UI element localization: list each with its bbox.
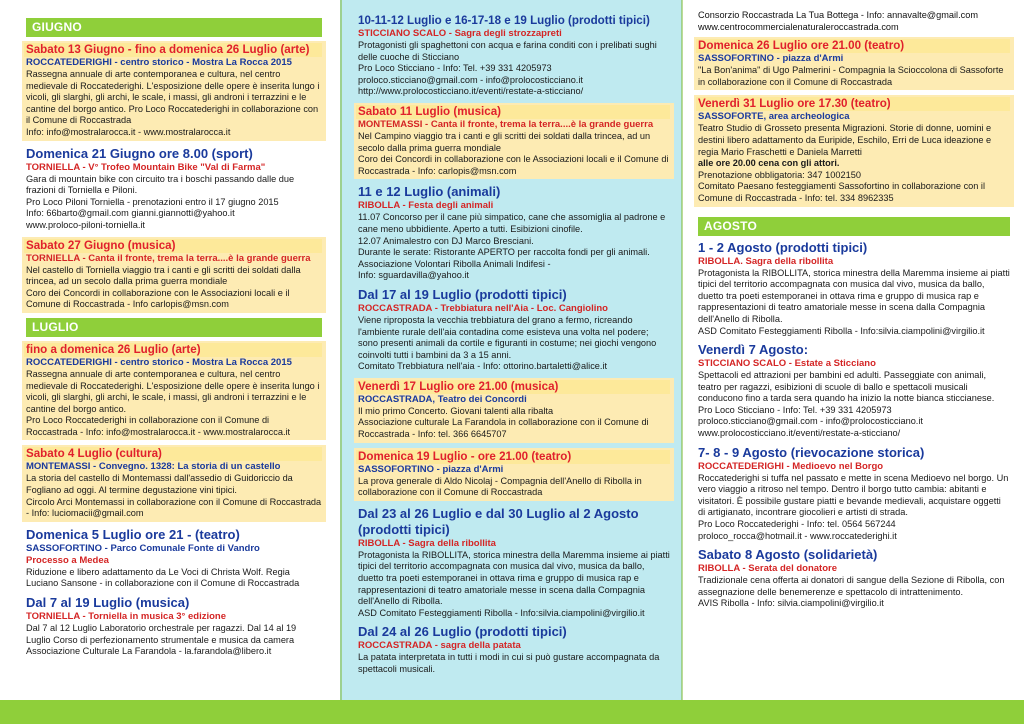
event-luglio-4 [26, 595, 322, 658]
event-c3-3 [698, 240, 1010, 338]
event-c3-6 [698, 547, 1010, 610]
fold-line-left [340, 0, 342, 700]
event-c2-2 [354, 103, 674, 179]
event-c3-2 [694, 95, 1014, 206]
event-info: 12.07 Animalestro con DJ Marco Bresciani. [358, 235, 534, 246]
event-subtitle: Processo a Medea [26, 554, 109, 566]
event-info: Pro Loco Sticciano - Info: Tel. +39 331 4205973 [358, 63, 552, 74]
event-info: www.proloco-piloni-torniella.it [26, 219, 145, 230]
event-location: RIBOLLA - Sagra della ribollita [358, 537, 496, 549]
event-location: ROCCATEDERIGHI - centro storico - Mostra La Rocca 2015 [26, 356, 292, 368]
event-giugno-2 [26, 146, 322, 232]
event-body: Tradizionale cena offerta ai donatori di sangue della Sezione di Ribolla, con assegnazione delle benemerenze e spettacolo di intrattenimento. [698, 575, 1005, 597]
event-info: http://www.prolocosticciano.it/eventi/restate-a-sticciano/ [358, 86, 584, 97]
event-body: La storia del castello di Montemassi dall'assedio di Guidoriccio da Fogliano ad oggi. Al termine degustazione vini tipici. [26, 473, 293, 496]
event-location: ROCCASTRADA - sagra della patata [358, 640, 521, 652]
event-c3-1 [694, 37, 1014, 90]
event-body: Rassegna annuale di arte contemporanea e cultura, nel centro medievale di Roccatederighi. L'esposizione delle opere è inserita lungo i vicoli, gli slarghi, gli archi, le scale, i massi, gli androni i terrazzini e le cantine del borgo antico. [26, 368, 320, 414]
event-info: Circolo Arci Montemassi in collaborazione con il Comune di Roccastrada - Info: luciomacii@gmail.com [26, 496, 322, 519]
event-info: Coro dei Concordi in collaborazione con le Associazioni locali e il Comune di Roccastrada - Info: carlopis@msn.com [358, 154, 669, 176]
event-info: Pro Loco Piloni Torniella - prenotazioni entro il 17 giugno 2015 [26, 196, 279, 207]
event-body: Gara di mountain bike con circuito tra i boschi passando dalle due frazioni di Torniella e Piloni. [26, 173, 295, 196]
event-info: AVIS Ribolla - Info: silvia.ciampolini@virgilio.it [698, 598, 884, 609]
month-header-agosto: AGOSTO [698, 217, 1010, 236]
event-location: ROCCATEDERIGHI - Medioevo nel Borgo [698, 460, 884, 472]
consorzio-info [698, 10, 1010, 33]
event-info: Info: 66barto@gmail.com gianni.giannotti@yahoo.it [26, 208, 235, 219]
event-info: Comitato Trebbiatura nell'aia - Info: ottorino.bartaletti@alice.it [358, 361, 608, 372]
fold-line-right [681, 0, 683, 700]
panel-left [0, 0, 340, 700]
event-title: Dal 7 al 19 Luglio (musica) [26, 595, 190, 611]
event-title: Domenica 5 Luglio ore 21 - (teatro) [26, 526, 240, 542]
event-info: Info: info@mostralarocca.it - www.mostralarocca.it [26, 126, 231, 137]
event-location: TORNIELLA - Torniella in musica 3° edizione [26, 611, 226, 623]
event-info: Associazione Culturale La Farandola - la.farandola@libero.it [26, 646, 272, 657]
event-location: SASSOFORTINO - piazza d'Armi [698, 53, 844, 65]
event-body: 11.07 Concorso per il cane più simpatico, cane che assomiglia al padrone e cane meno ubbidiente. Aperto a tutti. Esibizioni cinofile. [358, 212, 666, 234]
event-body: Spettacoli ed attrazioni per bambini ed adulti. Passeggiate con animali, teatro per ragazzi, esibizioni di scuole di ballo e spettacoli musicali conducono fino a tarda sera quando ha inizio la notte bianca sticcianese. Pro Loco Sticciano - Info: Tel. +39 331 4205973 [698, 370, 995, 415]
event-info: ASD Comitato Festeggiamenti Ribolla - Info:silvia.ciampolini@virgilio.it [358, 607, 645, 618]
event-title: fino a domenica 26 Luglio (arte) [24, 343, 322, 357]
event-info: ASD Comitato Festeggiamenti Ribolla - Info:silvia.ciampolini@virgilio.it [698, 325, 985, 336]
event-body: Protagonisti gli spaghettoni con acqua e farina conditi con i prelibati sughi delle cuoche di Sticciano [358, 40, 657, 62]
event-title: Dal 23 al 26 Luglio e dal 30 Luglio al 2 Agosto (prodotti tipici) [358, 505, 639, 537]
event-body: Roccatederighi si tuffa nel passato e mette in scena Medioevo nel borgo. Un vero viaggio a ritroso nel tempo. Dentro il borgo tutto cambia: abitanti e visitatori. È possibile gustare piatti e bevande medievali, acquistare oggetti di artigianato, incontrare giocolieri e artisti di strada. [698, 472, 1009, 518]
event-info: Pro Loco Roccatederighi - Info: tel. 0564 567244 [698, 519, 896, 530]
event-c2-6 [354, 448, 674, 501]
event-title: Sabato 4 Luglio (cultura) [24, 447, 322, 461]
event-location: TORNIELLA - Canta il fronte, trema la terra....è la grande guerra [26, 252, 311, 264]
event-body: Viene riproposta la vecchia trebbiatura del grano a fermo, ricreando l'ambiente rurale dell'aia contadina come esisteva una volta nel podere; sono presenti animali da cortile e figuranti in costume; nei giochi vengono coinvolti tutti i bambini da 3 a 15 anni. [358, 314, 657, 360]
event-info: proloco.sticciano@gmail.com - info@prolocosticciano.it [358, 74, 583, 85]
event-location: SASSOFORTINO - piazza d'Armi [358, 463, 504, 475]
event-luglio-2 [22, 445, 326, 521]
event-location: RIBOLLA - Festa degli animali [358, 200, 494, 212]
event-title: Sabato 11 Luglio (musica) [356, 105, 670, 119]
event-location: MONTEMASSI - Convegno. 1328: La storia di un castello [26, 461, 281, 473]
event-c2-1 [358, 14, 670, 98]
event-body: "La Bon'anima" di Ugo Palmerini - Compagnia la Scioccolona di Sassoforte in collaborazione con il Comune di Roccastrada [698, 65, 1004, 87]
event-giugno-3 [22, 237, 326, 313]
event-location: SASSOFORTINO - Parco Comunale Fonte di Vandro [26, 542, 260, 554]
event-title: Sabato 8 Agosto (solidarietà) [698, 547, 878, 563]
consorzio-website: www.centrocommercialenaturaleroccastrada.com [698, 21, 899, 32]
event-luglio-1 [22, 341, 326, 441]
event-location: RIBOLLA - Serata del donatore [698, 563, 837, 575]
event-location: ROCCASTRADA - Trebbiatura nell'Aia - Loc. Cangiolino [358, 302, 608, 314]
month-header-luglio: LUGLIO [26, 318, 322, 337]
event-title: Venerdì 31 Luglio ore 17.30 (teatro) [696, 97, 1010, 111]
event-info: Durante le serate: Ristorante APERTO per raccolta fondi per gli animali. [358, 247, 650, 258]
month-header-giugno: GIUGNO [26, 18, 322, 37]
event-location: ROCCASTRADA, Teatro dei Concordi [358, 393, 527, 405]
event-info: www.prolocosticciano.it/eventi/restate-a-sticciano/ [698, 428, 901, 439]
event-luglio-3 [26, 527, 322, 590]
event-info: Pro Loco Roccatederighi in collaborazione con il Comune di Roccastrada - Info: info@mostralarocca.it - www.mostralarocca.it [26, 415, 291, 437]
event-location: SASSOFORTE, area archeologica [698, 111, 850, 123]
event-body: Il mio primo Concerto. Giovani talenti alla ribalta [358, 405, 554, 416]
event-location: STICCIANO SCALO - Estate a Sticciano [698, 358, 876, 370]
event-title: Sabato 27 Giugno (musica) [24, 239, 322, 253]
event-body: Protagonista la RIBOLLITA, storica minestra della Maremma insieme ai piatti tipici del territorio accompagnata con musica dal vivo, musica da ballo, duetto tra poeti estemporanei in ottava rima e gruppo di musica rap e rappresentazioni di teatro amatoriale messe in scena dalla Compagnia dell'Anello di Ribolla. [358, 549, 670, 607]
event-location: RIBOLLA. Sagra della ribollita [698, 255, 834, 267]
event-c3-4 [698, 342, 1010, 440]
event-body: Riduzione e libero adattamento da Le Voci di Christa Wolf. Regia Luciano Sansone - in collaborazione con il Comune di Roccastrada [26, 566, 300, 589]
event-title: 1 - 2 Agosto (prodotti tipici) [698, 239, 868, 255]
event-body: Nel castello di Torniella viaggio tra i canti e gli scritti dei soldati dalla trincea, ad un secolo dalla prima guerra mondiale [26, 264, 301, 287]
event-body: Nel Campino viaggio tra i canti e gli scritti dei soldati dalla trincea, ad un secolo dalla prima guerra mondiale [358, 130, 651, 153]
event-location: ROCCATEDERIGHI - centro storico - Mostra La Rocca 2015 [26, 57, 292, 68]
event-info: Associazione Volontari Ribolla Animali Indifesi - [358, 258, 551, 269]
event-info: proloco_rocca@hotmail.it - www.roccatederighi.it [698, 530, 897, 541]
event-c2-4 [358, 287, 670, 373]
event-body: Teatro Studio di Grosseto presenta Migrazioni. Storie di donne, uomini e destini libero adattamento da Euripide, Eschilo, Erri de Luca ideazione e regia Mario Fraschetti e Daniela Marretti [698, 123, 992, 157]
event-c3-5 [698, 445, 1010, 543]
event-title: Venerdì 17 Luglio ore 21.00 (musica) [356, 380, 670, 394]
event-body: La prova generale di Aldo Nicolaj - Compagnia dell'Anello di Ribolla in collaborazione con il Comune di Roccastrada [358, 475, 642, 498]
event-location: MONTEMASSI - Canta il fronte, trema la terra....è la grande guerra [358, 118, 654, 130]
event-body: Protagonista la RIBOLLITA, storica minestra della Maremma insieme ai piatti tipici del territorio accompagnata con musica dal vivo, musica da ballo, duetto tra poeti estemporanei in ottava rima e gruppo di musica rap e rappresentazioni di teatro amatoriale messe in scena dalla Compagnia dell'Anello di Ribolla. [698, 267, 1010, 324]
event-info: Prenotazione obbligatoria: 347 1002150 [698, 169, 861, 180]
event-location: STICCIANO SCALO - Sagra degli strozzapreti [358, 28, 562, 39]
panel-right [682, 0, 1024, 700]
event-location: TORNIELLA - V° Trofeo Mountain Bike "Val di Farma" [26, 161, 266, 173]
event-dinner: alle ore 20.00 cena con gli attori. [698, 158, 840, 169]
event-title: Dal 17 al 19 Luglio (prodotti tipici) [358, 286, 567, 302]
event-info: Coro dei Concordi in collaborazione con le Associazioni locali e il Comune di Roccastrada - Info carlopis@msn.com [26, 287, 290, 310]
event-c2-7 [358, 506, 670, 620]
event-info: Info: sguardavilla@yahoo.it [358, 270, 469, 281]
event-body: Dal 7 al 12 Luglio Laboratorio orchestrale per ragazzi. Dal 14 al 19 Luglio Corso di perfezionamento strumentale e musica da camera [26, 623, 297, 645]
event-title: Venerdì 7 Agosto: [698, 342, 809, 358]
bottom-green-band [0, 700, 1024, 724]
event-body: La patata interpretata in tutti i modi in cui si può gustare accompagnata da spettacoli musicali. [358, 652, 660, 674]
event-title: Sabato 13 Giugno - fino a domenica 26 Luglio (arte) [24, 43, 322, 57]
event-title: 7- 8 - 9 Agosto (rievocazione storica) [698, 444, 925, 460]
event-title: Domenica 26 Luglio ore 21.00 (teatro) [696, 39, 1010, 53]
event-giugno-1 [22, 41, 326, 141]
event-info: Comitato Paesano festeggiamenti Sassofortino in collaborazione con il Comune di Roccastrada - Info: tel. 334 8962335 [698, 181, 986, 203]
event-info: proloco.sticciano@gmail.com - info@prolocosticciano.it [698, 416, 923, 427]
event-title: 11 e 12 Luglio (animali) [358, 184, 501, 200]
event-title: Domenica 19 Luglio - ore 21.00 (teatro) [356, 450, 670, 464]
event-title: Dal 24 al 26 Luglio (prodotti tipici) [358, 624, 567, 640]
event-info: Associazione culturale La Farandola in collaborazione con il Comune di Roccastrada - Info: tel. 366 6645707 [358, 417, 649, 440]
event-c2-8 [358, 624, 670, 675]
event-title: 10-11-12 Luglio e 16-17-18 e 19 Luglio (prodotti tipici) [358, 14, 650, 27]
event-c2-5 [354, 378, 674, 443]
event-c2-3 [358, 184, 670, 282]
event-body: Rassegna annuale di arte contemporanea e cultura, nel centro medievale di Roccatederighi. L'esposizione delle opere è inserita lungo i vicoli, gli slarghi, gli archi, le scale, i massi, gli androni i terrazzini e le cantine del borgo antico. Pro Loco Roccatederighi in collaborazione con il Comune di Roccastrada [26, 69, 320, 126]
event-title: Domenica 21 Giugno ore 8.00 (sport) [26, 145, 253, 161]
panel-center [340, 0, 682, 700]
consorzio-line: Consorzio Roccastrada La Tua Bottega - Info: annavalte@gmail.com [698, 10, 978, 20]
